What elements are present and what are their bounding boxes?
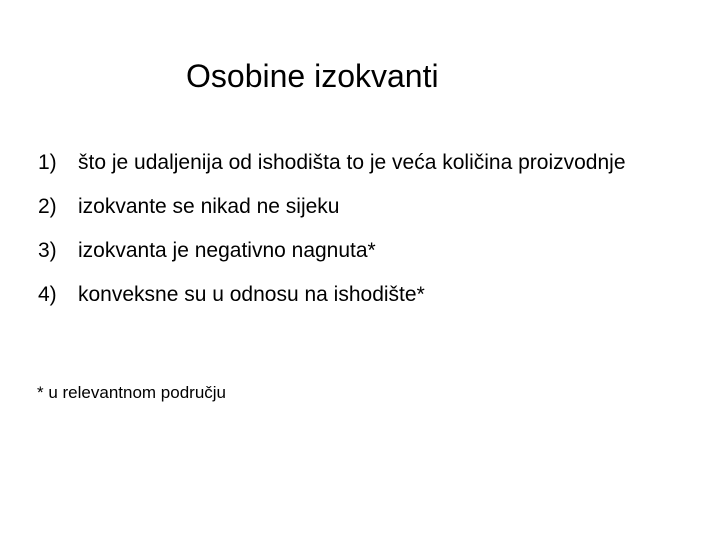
list-item [38,236,678,265]
list-item-text: konveksne su u odnosu na ishodište* [78,283,425,306]
list-item-number: 3) [38,239,57,262]
list-item-number: 1) [38,151,57,174]
list-item-text: izokvante se nikad ne sijeku [78,195,340,218]
list-item [38,148,678,177]
slide-title: Osobine izokvanti [186,58,439,94]
properties-list [38,148,678,324]
list-item-text: što je udaljenija od ishodišta to je veća količina proizvodnje [78,151,626,174]
list-item-number: 4) [38,283,57,306]
list-item [38,192,678,221]
list-item [38,280,678,309]
footnote: * u relevantnom području [37,383,227,402]
list-item-number: 2) [38,195,57,218]
list-item-text: izokvanta je negativno nagnuta* [78,239,376,262]
